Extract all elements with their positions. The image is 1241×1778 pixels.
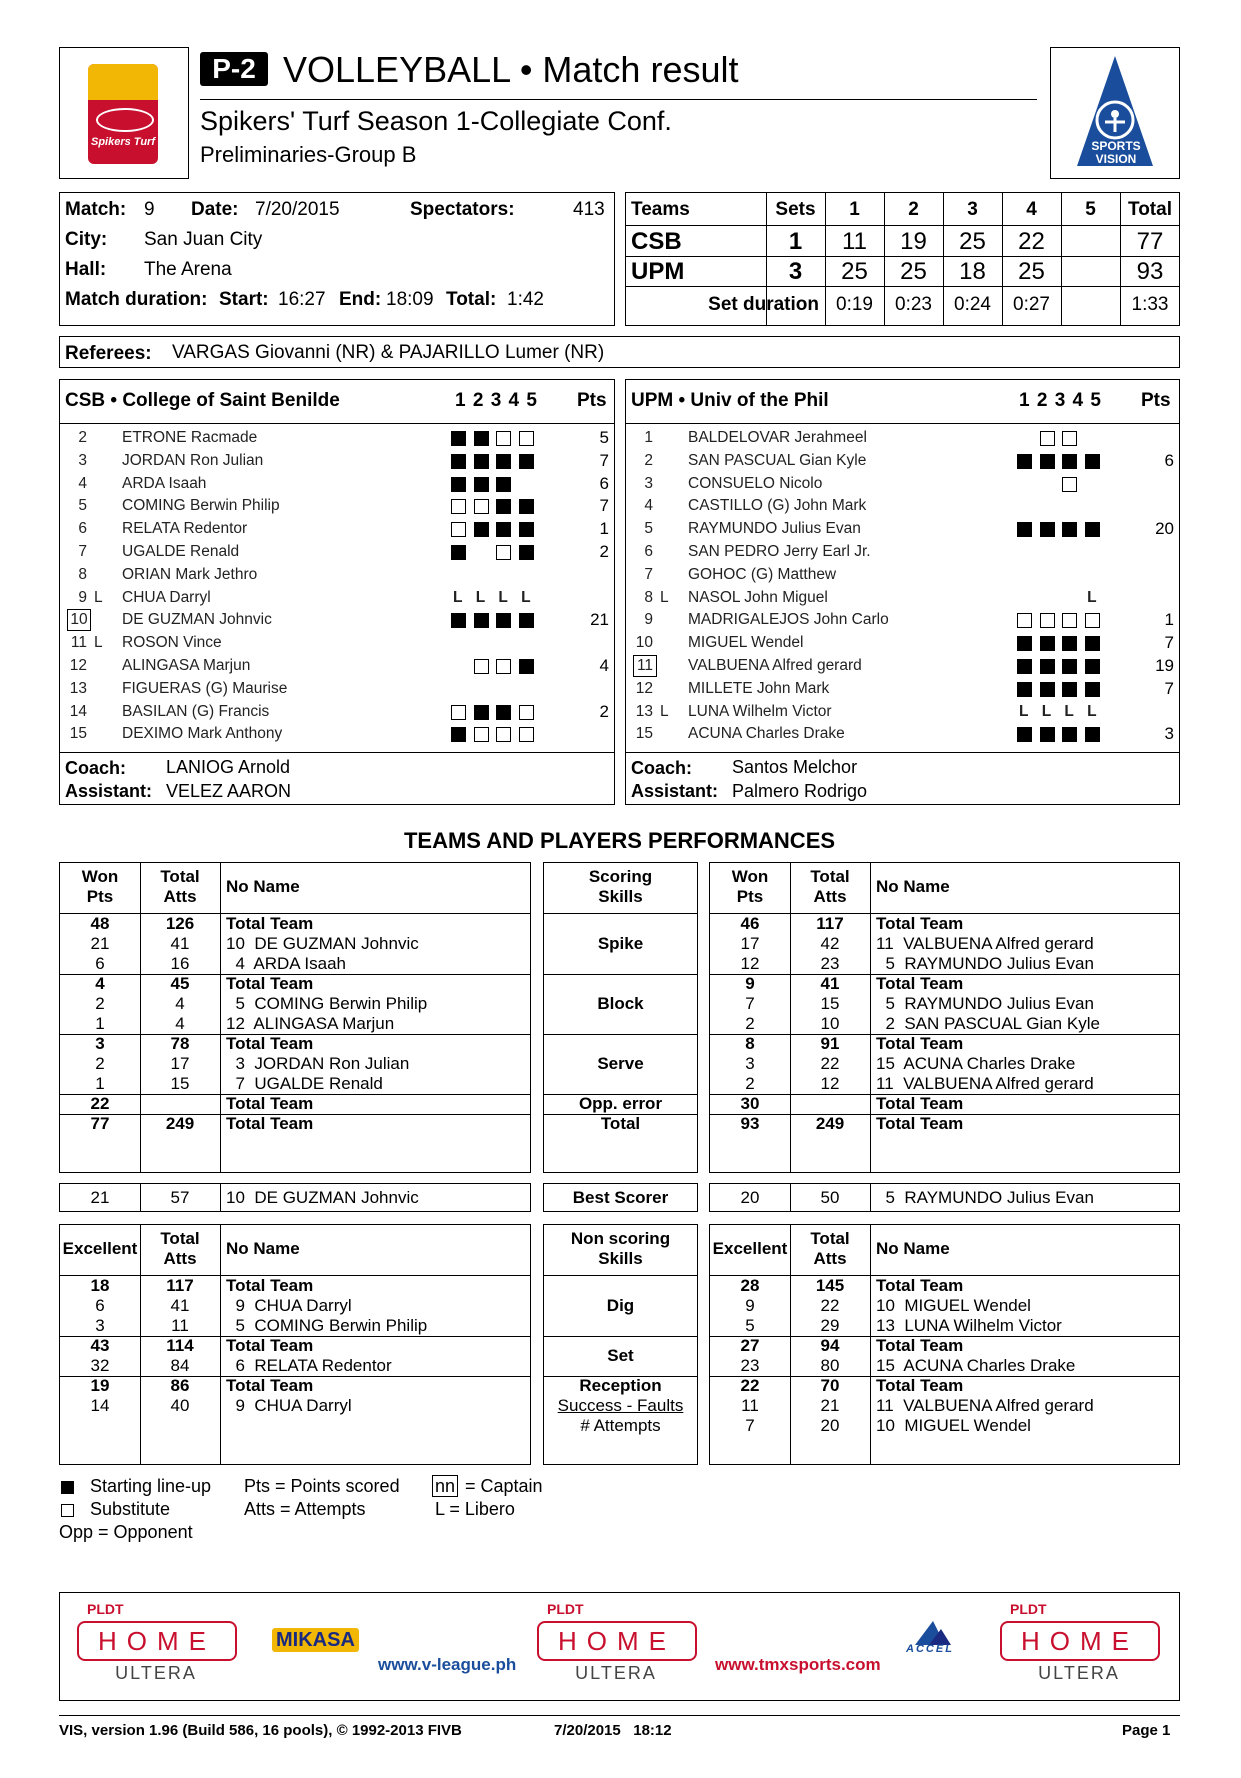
substitute-square	[496, 545, 511, 560]
player-points: 5	[599, 428, 609, 447]
performance-row: 18 117 Total Team	[90, 1276, 314, 1295]
substitute-swatch	[61, 1504, 74, 1517]
score-table: Teams Sets 1 2 3 4 5 Total CSB 1 11 19 25 22 77 UPM 3 25 25 18 25 93 Set duration 0:19 0:23 0:24 0:27 1:33	[625, 192, 1180, 326]
player-name: MILLETE John Mark	[688, 679, 830, 697]
spikers-turf-logo: Spikers Turf	[88, 64, 158, 164]
performance-row: 4 45 Total Team	[95, 974, 314, 993]
starting-lineup-square	[1085, 682, 1100, 697]
scoring-skills-column	[543, 862, 698, 1173]
player-number: 5	[78, 497, 87, 515]
substitute-square	[496, 727, 511, 742]
player-number: 2	[644, 451, 653, 469]
substitute-square	[474, 727, 489, 742]
header-total-atts: Total Atts	[810, 1229, 850, 1268]
best-scorer-label: Best Scorer	[543, 1183, 698, 1212]
header-col1: Excellent	[712, 1239, 788, 1258]
roster-player-row	[626, 587, 1179, 609]
player-number: 7	[78, 543, 87, 560]
starting-lineup-square	[474, 431, 489, 446]
substitute-square	[1040, 613, 1055, 628]
player-number: 1	[644, 429, 653, 446]
right-logo-box: SPORTS VISION	[1050, 47, 1180, 179]
starting-lineup-square	[451, 454, 466, 469]
starting-lineup-square	[496, 522, 511, 537]
substitute-square	[451, 522, 466, 537]
roster-player-row	[60, 655, 614, 677]
performance-row: 1 15 7 UGALDE Renald	[95, 1074, 383, 1093]
skill-label: Dig	[606, 1296, 635, 1315]
starting-lineup-square	[1085, 522, 1100, 537]
roster-player-row	[626, 632, 1179, 654]
starting-lineup-square	[1017, 454, 1032, 469]
starting-lineup-square	[1085, 636, 1100, 651]
player-name: CONSUELO Nicolo	[688, 474, 823, 492]
performance-row: 22 70 Total Team	[740, 1376, 964, 1395]
performance-row: 12 23 5 RAYMUNDO Julius Evan	[740, 954, 1094, 973]
player-name: ARDA Isaah	[122, 474, 207, 492]
roster-player-row	[626, 655, 1179, 677]
skill-sublabel: Success - Faults	[557, 1396, 684, 1415]
starting-lineup-square	[1062, 727, 1077, 742]
header-no-name: No Name	[876, 877, 950, 896]
performance-row: 3 78 Total Team	[95, 1034, 314, 1053]
player-points: 7	[599, 496, 609, 516]
header-total-atts: Total Atts	[810, 867, 850, 906]
starting-lineup-square	[519, 545, 534, 560]
performance-row: 1 4 12 ALINGASA Marjun	[95, 1014, 395, 1033]
starting-lineup-square	[451, 545, 466, 560]
skill-label: Total	[600, 1114, 641, 1133]
starting-lineup-square	[1085, 659, 1100, 674]
header-no-name: No Name	[226, 1239, 300, 1258]
libero-marker: L	[94, 634, 103, 652]
phase-name: Preliminaries-Group B	[200, 142, 417, 167]
performance-row: 2 4 5 COMING Berwin Philip	[95, 994, 428, 1013]
footer-page: Page 1	[1122, 1722, 1171, 1739]
substitute-square	[496, 659, 511, 674]
roster-player-row	[626, 427, 1179, 449]
performance-row: 32 84 6 RELATA Redentor	[90, 1356, 392, 1375]
player-points: 19	[1155, 656, 1174, 675]
player-name: BALDELOVAR Jerahmeel	[688, 429, 867, 446]
player-points: 6	[599, 473, 609, 493]
match-info-box: Match: 9 Date: 7/20/2015 Spectators: 413 City: San Juan City Hall: The Arena Match duration: Start: 16:27 End: 18:09 Total: 1:42	[59, 192, 615, 326]
roster-player-row	[626, 541, 1179, 563]
player-points: 3	[1164, 724, 1174, 744]
player-name: SAN PASCUAL Gian Kyle	[688, 451, 867, 469]
header-col1: Won Pts	[81, 867, 119, 906]
roster-player-row	[60, 541, 614, 563]
player-name: MADRIGALEJOS John Carlo	[688, 611, 889, 629]
performance-row: 23 80 15 ACUNA Charles Drake	[740, 1356, 1076, 1375]
roster-player-row	[626, 609, 1179, 631]
performance-row: 30 Total Team	[740, 1094, 964, 1113]
libero-set-marker: L	[1087, 588, 1097, 606]
pldt-home-logo-1: PLDT HOME ULTERA	[77, 1601, 235, 1689]
player-number: 4	[78, 474, 87, 492]
starting-lineup-square	[451, 613, 466, 628]
player-number: 12	[635, 679, 653, 697]
starting-lineup-square	[496, 705, 511, 720]
roster-player-row	[60, 518, 614, 540]
player-name: UGALDE Renald	[122, 543, 240, 560]
skill-label: Block	[597, 994, 644, 1013]
sponsor-banner	[59, 1592, 1180, 1701]
performance-row: 14 40 9 CHUA Darryl	[90, 1396, 352, 1415]
performance-row: 21 41 10 DE GUZMAN Johnvic	[90, 934, 419, 953]
player-name: MIGUEL Wendel	[688, 634, 804, 652]
starting-lineup-square	[1040, 636, 1055, 651]
player-number: 2	[78, 429, 87, 446]
roster-player-row	[60, 678, 614, 700]
starting-lineup-square	[519, 454, 534, 469]
starting-lineup-square	[1017, 682, 1032, 697]
roster-csb: CSB • College of Saint Benilde 1 2 3 4 5 Pts 2 ETRONE Racmade 5 3 JORDAN Ron Julian 7 4 ARDA Isaah 6 5 COMING Berwin Philip 7 6 RELATA Redentor 1 7 UGALDE Renald 2 8 ORIAN Mark Jethro 9 L CHUA Darryl L L L L 10 DE GUZMAN Johnvic 21 11 L ROSON Vince 12 ALINGASA Marjun 4 13 FIGUERAS (G) Maurise 14 BASILAN (G) Francis 2 15 DEXIMO Mark Anthony Coach: LANIOG Arnold Assistant: VELEZ AARON	[59, 379, 615, 805]
performance-row: 17 42 11 VALBUENA Alfred gerard	[740, 934, 1094, 953]
libero-marker: L	[660, 588, 669, 606]
player-number: 11	[70, 634, 87, 652]
player-number: 15	[69, 725, 87, 743]
best-scorer-upm	[709, 1183, 1180, 1212]
player-points: 1	[1164, 610, 1174, 630]
player-name: DE GUZMAN Johnvic	[122, 611, 272, 629]
p2-badge: P-2	[200, 52, 268, 86]
player-points: 2	[599, 701, 609, 721]
performance-row: 43 114 Total Team	[90, 1336, 314, 1355]
performance-row: 7 20 10 MIGUEL Wendel	[745, 1416, 1031, 1435]
player-name: CHUA Darryl	[122, 588, 211, 606]
footer-version: VIS, version 1.96 (Build 586, 16 pools), © 1992-2013 FIVB	[59, 1722, 462, 1739]
header-col1: Won Pts	[731, 867, 769, 906]
referees-box: Referees: VARGAS Giovanni (NR) & PAJARILLO Lumer (NR)	[59, 336, 1180, 368]
player-name: GOHOC (G) Matthew	[688, 565, 837, 583]
performance-row: 2 10 2 SAN PASCUAL Gian Kyle	[745, 1014, 1100, 1033]
player-name: ETRONE Racmade	[122, 429, 258, 446]
header-no-name: No Name	[876, 1239, 950, 1258]
accel-logo: ACCEL	[895, 1617, 965, 1657]
mikasa-logo: MIKASA	[272, 1628, 359, 1652]
roster-player-row	[60, 701, 614, 723]
starting-lineup-square	[1040, 522, 1055, 537]
starting-lineup-square	[519, 522, 534, 537]
roster-player-row	[626, 495, 1179, 517]
starting-lineup-square	[1040, 659, 1055, 674]
player-name: NASOL John Miguel	[688, 588, 828, 606]
starting-lineup-square	[1040, 454, 1055, 469]
nonscoring-table-csb	[59, 1224, 531, 1465]
best-scorer-csb	[59, 1183, 531, 1212]
left-logo-box	[59, 47, 189, 179]
roster-player-row	[626, 564, 1179, 586]
starting-lineup-square	[519, 499, 534, 514]
libero-marker: L	[94, 588, 103, 606]
header-col1: Excellent	[62, 1239, 138, 1258]
skill-label: Opp. error	[578, 1094, 663, 1113]
player-name: ROSON Vince	[122, 634, 222, 652]
page-title: VOLLEYBALL • Match result	[283, 49, 739, 90]
starting-lineup-square	[496, 613, 511, 628]
substitute-square	[519, 727, 534, 742]
starting-lineup-square	[1085, 454, 1100, 469]
skill-label: Reception	[579, 1376, 662, 1395]
pldt-home-logo-3: PLDT HOME ULTERA	[1000, 1601, 1158, 1689]
substitute-square	[451, 499, 466, 514]
starting-lineup-square	[1040, 682, 1055, 697]
starting-lineup-square	[496, 499, 511, 514]
player-name: RAYMUNDO Julius Evan	[688, 520, 861, 538]
libero-set-marker: L	[521, 588, 531, 606]
player-points: 20	[1155, 519, 1174, 539]
substitute-square	[1062, 613, 1077, 628]
roster-player-row	[626, 723, 1179, 745]
player-name: CASTILLO (G) John Mark	[688, 497, 867, 515]
libero-set-marker: L	[1064, 702, 1074, 720]
player-name: JORDAN Ron Julian	[122, 451, 264, 469]
roster-upm: UPM • Univ of the Phil 1 2 3 4 5 Pts 1 BALDELOVAR Jerahmeel 2 SAN PASCUAL Gian Kyle 6 3 CONSUELO Nicolo 4 CASTILLO (G) John Mark 5 RAYMUNDO Julius Evan 20 6 SAN PEDRO Jerry Earl Jr. 7 GOHOC (G) Matthew 8 L NASOL John Miguel L 9 MADRIGALEJOS John Carlo 1 10 MIGUEL Wendel 7 11 VALBUENA Alfred gerard 19 12 MILLETE John Mark 7 13 L LUNA Wilhelm Victor L L L L 15 ACUNA Charles Drake 3 Coach: Santos Melchor Assistant: Palmero Rodrigo	[625, 379, 1180, 805]
player-number: 12	[69, 657, 87, 674]
captain-sample: nn	[432, 1475, 458, 1497]
pldt-home-logo-2: PLDT HOME ULTERA	[537, 1601, 695, 1689]
substitute-square	[1017, 613, 1032, 628]
player-points: 7	[1164, 678, 1174, 698]
player-points: 4	[599, 656, 609, 675]
performance-row: 11 21 11 VALBUENA Alfred gerard	[741, 1396, 1094, 1415]
starting-lineup-square	[474, 477, 489, 492]
skill-label: Serve	[597, 1054, 644, 1073]
skill-label: Spike	[597, 934, 644, 953]
skills-header: Non scoring Skills	[570, 1229, 671, 1268]
player-name: ACUNA Charles Drake	[688, 725, 845, 743]
nonscoring-table-upm	[709, 1224, 1180, 1465]
starting-lineup-square	[1017, 636, 1032, 651]
player-number: 6	[78, 520, 87, 538]
roster-player-row	[626, 701, 1179, 723]
performances-title: TEAMS AND PLAYERS PERFORMANCES	[403, 828, 836, 853]
starting-lineup-square	[1017, 659, 1032, 674]
roster-player-row	[60, 495, 614, 517]
captain-number: 10	[67, 609, 91, 631]
best-scorer-row: 20 50 5 RAYMUNDO Julius Evan	[740, 1188, 1094, 1207]
roster-player-row	[60, 564, 614, 586]
performance-row: 19 86 Total Team	[90, 1376, 314, 1395]
header-total-atts: Total Atts	[160, 1229, 200, 1268]
substitute-square	[474, 659, 489, 674]
performance-row: 8 91 Total Team	[745, 1034, 964, 1053]
player-number: 6	[644, 543, 653, 560]
competition-name: Spikers' Turf Season 1-Collegiate Conf.	[200, 106, 672, 136]
starting-lineup-square	[1017, 727, 1032, 742]
starting-lineup-square	[474, 454, 489, 469]
player-number: 4	[644, 497, 653, 515]
team-code-csb: CSB	[631, 228, 682, 255]
libero-set-marker: L	[1041, 702, 1052, 720]
performance-row: 28 145 Total Team	[740, 1276, 964, 1295]
starting-lineup-square	[519, 613, 534, 628]
performance-row: 6 41 9 CHUA Darryl	[95, 1296, 352, 1315]
roster-player-row	[60, 473, 614, 495]
skill-sublabel: # Attempts	[580, 1416, 661, 1435]
starting-lineup-square	[1062, 636, 1077, 651]
substitute-square	[1062, 477, 1077, 492]
substitute-square	[519, 705, 534, 720]
starting-lineup-square	[451, 477, 466, 492]
player-points: 7	[1164, 633, 1174, 653]
libero-marker: L	[660, 702, 669, 720]
footer-timestamp: 7/20/2015 18:12	[554, 1722, 672, 1739]
starting-lineup-square	[451, 431, 466, 446]
skill-label: Set	[607, 1346, 634, 1365]
starting-lineup-square	[1062, 682, 1077, 697]
substitute-square	[1040, 431, 1055, 446]
performance-row: 46 117 Total Team	[740, 914, 964, 933]
libero-set-marker: L	[1087, 702, 1097, 720]
player-number: 14	[69, 702, 87, 720]
player-points: 2	[599, 542, 609, 561]
substitute-square	[474, 499, 489, 514]
player-number: 7	[644, 565, 653, 583]
starting-lineup-square	[496, 477, 511, 492]
performance-row: 27 94 Total Team	[740, 1336, 964, 1355]
player-points: 6	[1164, 450, 1174, 470]
roster-player-row	[626, 678, 1179, 700]
player-number: 9	[644, 611, 653, 629]
starting-lineup-square	[1062, 522, 1077, 537]
best-scorer-row: 21 57 10 DE GUZMAN Johnvic	[90, 1188, 419, 1207]
player-number: 9	[78, 588, 87, 606]
scoring-table-csb	[59, 862, 531, 1173]
performance-row: 9 22 10 MIGUEL Wendel	[745, 1296, 1031, 1315]
substitute-square	[1062, 431, 1077, 446]
player-name: RELATA Redentor	[122, 520, 248, 538]
performance-row: 22 Total Team	[90, 1094, 314, 1113]
substitute-square	[496, 431, 511, 446]
player-number: 5	[644, 520, 653, 538]
tmx-url: www.tmxsports.com	[715, 1655, 881, 1674]
player-name: FIGUERAS (G) Maurise	[122, 679, 288, 697]
roster-player-row	[626, 450, 1179, 472]
substitute-square	[451, 705, 466, 720]
starting-lineup-square	[474, 613, 489, 628]
skills-header: Scoring Skills	[588, 867, 653, 906]
starting-lineup-square	[1062, 454, 1077, 469]
player-points: 21	[590, 610, 609, 630]
roster-player-row	[60, 450, 614, 472]
player-number: 13	[635, 702, 653, 720]
starting-lineup-square	[1017, 522, 1032, 537]
player-points: 1	[599, 519, 609, 539]
libero-set-marker: L	[1019, 702, 1029, 720]
starting-lineup-square	[474, 522, 489, 537]
substitute-square	[519, 431, 534, 446]
performance-row: 48 126 Total Team	[90, 914, 314, 933]
scoring-table-upm	[709, 862, 1180, 1173]
player-number: 3	[644, 474, 653, 492]
roster-player-row	[60, 723, 614, 745]
performance-row: 93 249 Total Team	[740, 1114, 964, 1133]
captain-number: 11	[633, 655, 657, 677]
performance-row: 77 249 Total Team	[90, 1114, 314, 1133]
player-number: 10	[635, 634, 653, 652]
performance-row: 5 29 13 LUNA Wilhelm Victor	[745, 1316, 1062, 1335]
libero-set-marker: L	[498, 588, 508, 606]
starting-lineup-square	[496, 454, 511, 469]
player-points: 7	[599, 450, 609, 470]
roster-player-row	[60, 609, 614, 631]
performance-row: 2 12 11 VALBUENA Alfred gerard	[745, 1074, 1094, 1093]
roster-player-row	[626, 518, 1179, 540]
starting-lineup-square	[1085, 727, 1100, 742]
libero-set-marker: L	[453, 588, 463, 606]
player-name: COMING Berwin Philip	[122, 497, 280, 515]
starting-lineup-square	[1040, 727, 1055, 742]
starting-lineup-square	[474, 705, 489, 720]
starting-lineup-swatch	[61, 1481, 74, 1494]
player-name: ORIAN Mark Jethro	[122, 565, 258, 583]
roster-player-row	[60, 427, 614, 449]
performance-row: 6 16 4 ARDA Isaah	[95, 954, 347, 973]
performance-row: 7 15 5 RAYMUNDO Julius Evan	[745, 994, 1094, 1013]
team-code-upm: UPM	[631, 258, 685, 285]
player-number: 15	[635, 725, 653, 743]
header-no-name: No Name	[226, 877, 300, 896]
player-name: DEXIMO Mark Anthony	[122, 725, 283, 743]
substitute-square	[1085, 613, 1100, 628]
player-number: 8	[78, 565, 87, 583]
vleague-url: www.v-league.ph	[378, 1655, 517, 1674]
performance-row: 3 11 5 COMING Berwin Philip	[95, 1316, 428, 1335]
header-total-atts: Total Atts	[160, 867, 200, 906]
performance-row: 3 22 15 ACUNA Charles Drake	[745, 1054, 1076, 1073]
roster-player-row	[60, 587, 614, 609]
player-name: VALBUENA Alfred gerard	[688, 657, 862, 674]
roster-player-row	[626, 473, 1179, 495]
player-name: BASILAN (G) Francis	[122, 702, 270, 720]
libero-set-marker: L	[475, 588, 486, 606]
player-number: 13	[69, 679, 87, 697]
player-number: 3	[78, 451, 87, 469]
player-name: LUNA Wilhelm Victor	[688, 702, 832, 720]
roster-player-row	[60, 632, 614, 654]
nonscoring-skills-column	[543, 1224, 698, 1465]
performance-row: 9 41 Total Team	[745, 974, 964, 993]
performance-row: 2 17 3 JORDAN Ron Julian	[95, 1054, 410, 1073]
starting-lineup-square	[451, 727, 466, 742]
player-name: SAN PEDRO Jerry Earl Jr.	[688, 543, 871, 560]
legend: Starting line-up Substitute Opp = Opponent Pts = Points scored Atts = Attempts nn = Captain L = Libero	[59, 1476, 543, 1542]
player-number: 8	[644, 588, 653, 606]
starting-lineup-square	[519, 659, 534, 674]
starting-lineup-square	[1062, 659, 1077, 674]
player-name: ALINGASA Marjun	[122, 657, 251, 674]
